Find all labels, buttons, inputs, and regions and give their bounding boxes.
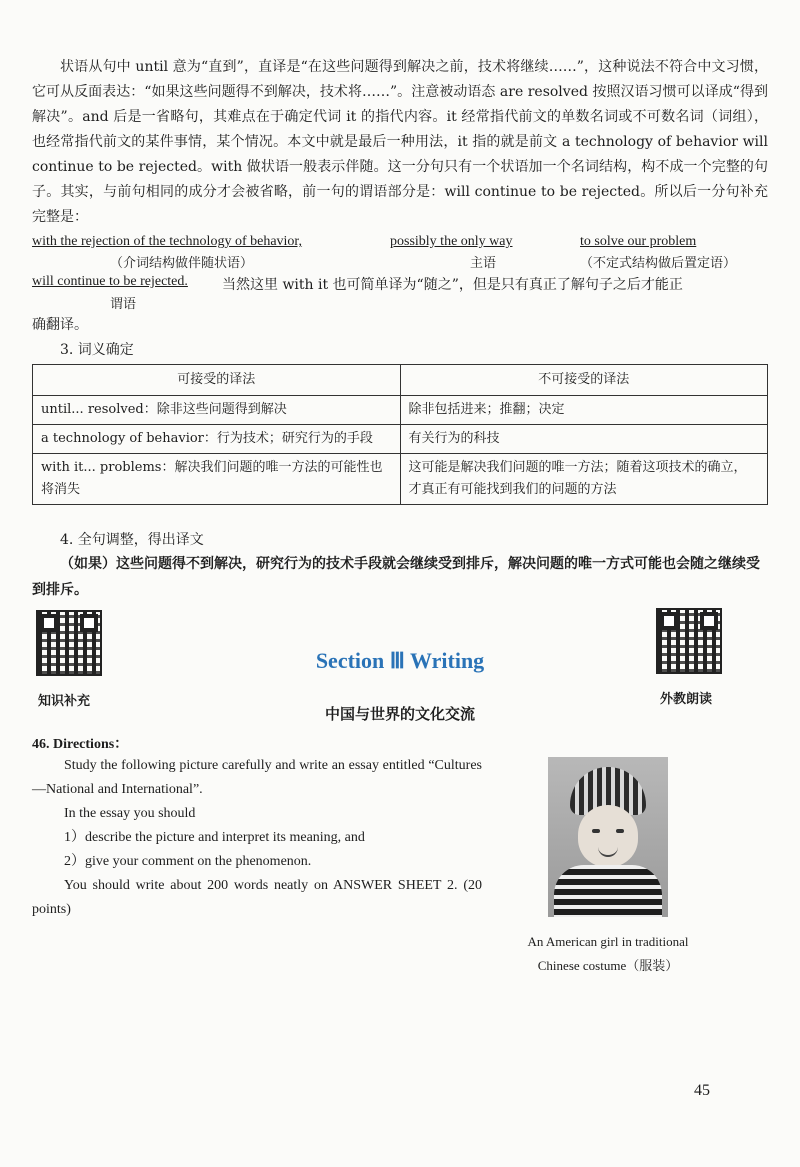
table-header-unacceptable: 不可接受的译法 — [400, 365, 768, 396]
section-subtitle: 中国与世界的文化交流 — [324, 705, 475, 723]
table-row — [33, 425, 768, 454]
writing-instruction-3: 1）describe the picture and interpret its meaning, and — [64, 830, 365, 845]
writing-instruction-4: 2）give your comment on the phenomenon. — [64, 854, 312, 869]
note-predicate: 谓语 — [110, 297, 137, 312]
qr-right-label: 外教朗读 — [660, 692, 713, 707]
photo-caption-line1: An American girl in traditional — [527, 934, 689, 949]
writing-instruction-2: In the essay you should — [64, 806, 196, 821]
girl-photo — [548, 757, 668, 917]
structure-attributive: to solve our problem — [580, 234, 697, 249]
table-row — [33, 454, 768, 505]
final-translation: （如果）这些问题得不到解决，研究行为的技术手段就会继续受到排斥，解决问题的唯一方式可能也会随之继续受到排斥。 — [32, 556, 760, 598]
qr-left-label: 知识补充 — [38, 694, 91, 709]
table-cell: 这可能是解决我们问题的唯一方法；随着这项技术的确立，才真正有可能找到我们的问题的方法 — [400, 454, 768, 505]
table-cell: 有关行为的科技 — [400, 425, 768, 454]
writing-instruction-1: Study the following picture carefully and write an essay entitled “Cultures—National and International”. — [32, 758, 482, 797]
analysis-paragraph: 状语从句中 until 意为“直到”，直译是“在这些问题得到解决之前，技术将继续……”，这种说法不符合中文习惯，它可从反面表达：“如果这些问题得不到解决，技术将……”。注意被动语态 are resolved 按照汉语习惯可以译成“得到解决”。and 后是一省略句，其难点在于确定代词 it 的指代内容。it 经常指代前文的单数名词或不可数名词（词组），也经常指代前文的某件事情，某个情况。本文中就是最后一种用法，it 指的就是前文 a technology of behavior will continue to be rejected。with 做状语一般表示伴随。这一分句只有一个状语加一个名词结构，构不成一个完整的句子。其实，与前句相同的成分才会被省略，前一句的谓语部分是：will continue to be rejected。所以后一分句补充完整是： — [32, 59, 768, 225]
table-cell: 除非包括进来；推翻；决定 — [400, 396, 768, 425]
heading-word-meaning: 3. 词义确定 — [60, 342, 134, 358]
note-subject: 主语 — [470, 256, 497, 271]
section-title: Section Ⅲ Writing — [315, 648, 485, 673]
structure-subject: possibly the only way — [390, 234, 513, 249]
photo-caption-line2: Chinese costume（服装） — [537, 958, 679, 973]
structure-tail-text-2: 确翻译。 — [32, 317, 88, 333]
table-cell: with it... problems：解决我们问题的唯一方法的可能性也将消失 — [33, 454, 401, 505]
table-header-acceptable: 可接受的译法 — [33, 365, 401, 396]
note-adverbial: （介词结构做伴随状语） — [110, 256, 254, 271]
question-directions: 46. Directions： — [32, 737, 129, 752]
table-cell: until... resolved：除非这些问题得到解决 — [33, 396, 401, 425]
writing-instruction-5: You should write about 200 words neatly on ANSWER SHEET 2. (20 points) — [32, 878, 482, 917]
heading-full-sentence: 4. 全句调整，得出译文 — [60, 532, 204, 548]
structure-tail-text: 当然这里 with it 也可简单译为“随之”，但是只有真正了解句子之后才能正 — [222, 277, 683, 293]
table-header-row — [33, 365, 768, 396]
structure-adverbial: with the rejection of the technology of behavior, — [32, 234, 303, 249]
table-row — [33, 396, 768, 425]
page-number: 45 — [694, 1082, 710, 1099]
note-attributive: （不定式结构做后置定语） — [580, 256, 737, 271]
translation-table — [32, 364, 768, 505]
table-cell: a technology of behavior：行为技术；研究行为的手段 — [33, 425, 401, 454]
structure-predicate: will continue to be rejected. — [32, 274, 188, 289]
